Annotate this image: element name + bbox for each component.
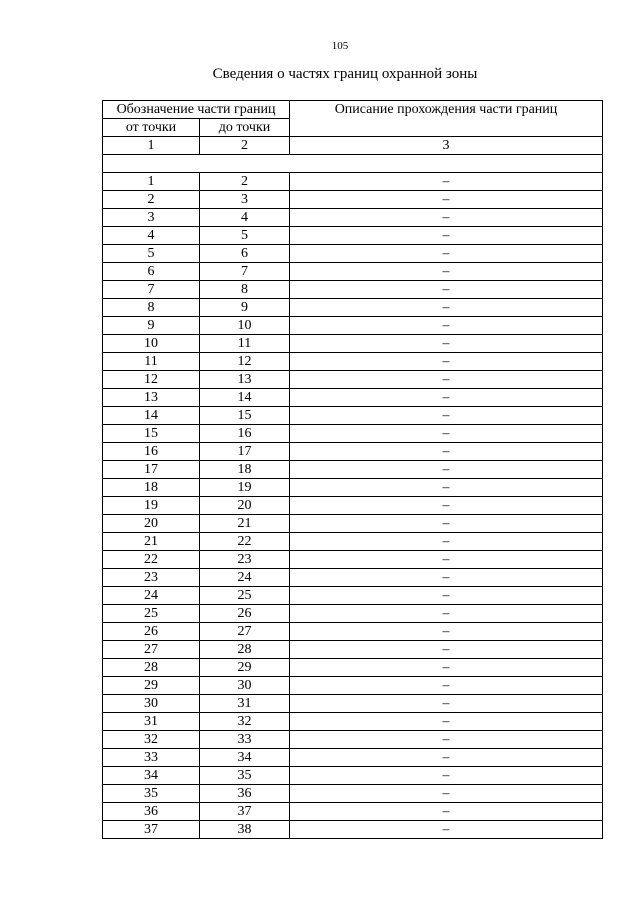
from-point-cell: 30 — [103, 695, 200, 713]
empty-cell — [103, 155, 603, 173]
table-row — [103, 623, 603, 641]
to-point-cell: 23 — [200, 551, 290, 569]
to-point-cell: 14 — [200, 389, 290, 407]
to-point-cell: 28 — [200, 641, 290, 659]
table-row — [103, 263, 603, 281]
from-point-cell: 27 — [103, 641, 200, 659]
table-row — [103, 479, 603, 497]
to-point-cell: 7 — [200, 263, 290, 281]
designation-header: Обозначение части границ — [103, 101, 290, 119]
from-point-cell: 6 — [103, 263, 200, 281]
from-point-cell: 7 — [103, 281, 200, 299]
description-cell: – — [290, 551, 603, 569]
description-cell: – — [290, 371, 603, 389]
description-cell: – — [290, 227, 603, 245]
description-cell: – — [290, 191, 603, 209]
table-row — [103, 407, 603, 425]
from-point-cell: 21 — [103, 533, 200, 551]
table-row — [103, 497, 603, 515]
table-row — [103, 173, 603, 191]
from-point-cell: 14 — [103, 407, 200, 425]
table-row — [103, 389, 603, 407]
description-cell: – — [290, 263, 603, 281]
from-point-cell: 31 — [103, 713, 200, 731]
description-cell: – — [290, 461, 603, 479]
column-number: 1 — [103, 137, 200, 155]
from-point-header: от точки — [103, 119, 200, 137]
description-cell: – — [290, 443, 603, 461]
description-cell: – — [290, 713, 603, 731]
to-point-cell: 22 — [200, 533, 290, 551]
table-row — [103, 515, 603, 533]
to-point-cell: 18 — [200, 461, 290, 479]
table-row — [103, 785, 603, 803]
to-point-cell: 31 — [200, 695, 290, 713]
from-point-cell: 5 — [103, 245, 200, 263]
description-cell: – — [290, 479, 603, 497]
table-row — [103, 641, 603, 659]
from-point-cell: 28 — [103, 659, 200, 677]
empty-row — [103, 155, 603, 173]
from-point-cell: 23 — [103, 569, 200, 587]
description-cell: – — [290, 767, 603, 785]
table-row — [103, 245, 603, 263]
from-point-cell: 18 — [103, 479, 200, 497]
from-point-cell: 34 — [103, 767, 200, 785]
column-number: 2 — [200, 137, 290, 155]
from-point-cell: 25 — [103, 605, 200, 623]
description-cell: – — [290, 749, 603, 767]
description-cell: – — [290, 695, 603, 713]
column-numbers-row — [103, 137, 603, 155]
description-cell: – — [290, 515, 603, 533]
from-point-cell: 22 — [103, 551, 200, 569]
to-point-cell: 13 — [200, 371, 290, 389]
table-row — [103, 713, 603, 731]
to-point-cell: 24 — [200, 569, 290, 587]
table-row — [103, 551, 603, 569]
table-row — [103, 371, 603, 389]
description-cell: – — [290, 659, 603, 677]
from-point-cell: 11 — [103, 353, 200, 371]
to-point-cell: 5 — [200, 227, 290, 245]
table-row — [103, 695, 603, 713]
to-point-cell: 3 — [200, 191, 290, 209]
to-point-cell: 8 — [200, 281, 290, 299]
table-row — [103, 677, 603, 695]
from-point-cell: 16 — [103, 443, 200, 461]
from-point-cell: 1 — [103, 173, 200, 191]
from-point-cell: 26 — [103, 623, 200, 641]
from-point-cell: 32 — [103, 731, 200, 749]
table-row — [103, 659, 603, 677]
from-point-cell: 10 — [103, 335, 200, 353]
description-cell: – — [290, 605, 603, 623]
description-cell: – — [290, 587, 603, 605]
to-point-cell: 2 — [200, 173, 290, 191]
to-point-cell: 9 — [200, 299, 290, 317]
table-row — [103, 335, 603, 353]
page-number: 105 — [331, 40, 349, 52]
from-point-cell: 37 — [103, 821, 200, 839]
table-row — [103, 749, 603, 767]
description-cell: – — [290, 425, 603, 443]
description-cell: – — [290, 299, 603, 317]
boundary-parts-table — [102, 100, 603, 839]
to-point-cell: 38 — [200, 821, 290, 839]
description-cell: – — [290, 785, 603, 803]
to-point-cell: 25 — [200, 587, 290, 605]
from-point-cell: 9 — [103, 317, 200, 335]
header-row — [103, 101, 603, 119]
to-point-cell: 4 — [200, 209, 290, 227]
table-row — [103, 803, 603, 821]
to-point-cell: 11 — [200, 335, 290, 353]
to-point-cell: 21 — [200, 515, 290, 533]
from-point-cell: 19 — [103, 497, 200, 515]
table-row — [103, 227, 603, 245]
description-cell: – — [290, 353, 603, 371]
table-row — [103, 533, 603, 551]
table-row — [103, 767, 603, 785]
to-point-cell: 27 — [200, 623, 290, 641]
from-point-cell: 29 — [103, 677, 200, 695]
to-point-cell: 34 — [200, 749, 290, 767]
from-point-cell: 2 — [103, 191, 200, 209]
description-cell: – — [290, 389, 603, 407]
description-cell: – — [290, 245, 603, 263]
table-row — [103, 191, 603, 209]
from-point-cell: 13 — [103, 389, 200, 407]
description-cell: – — [290, 641, 603, 659]
to-point-cell: 35 — [200, 767, 290, 785]
from-point-cell: 20 — [103, 515, 200, 533]
from-point-cell: 33 — [103, 749, 200, 767]
to-point-cell: 20 — [200, 497, 290, 515]
from-point-cell: 4 — [103, 227, 200, 245]
table-row — [103, 731, 603, 749]
description-cell: – — [290, 407, 603, 425]
description-cell: – — [290, 677, 603, 695]
table-body — [103, 101, 603, 839]
to-point-header: до точки — [200, 119, 290, 137]
from-point-cell: 12 — [103, 371, 200, 389]
to-point-cell: 32 — [200, 713, 290, 731]
table-row — [103, 443, 603, 461]
from-point-cell: 17 — [103, 461, 200, 479]
table-row — [103, 461, 603, 479]
table-row — [103, 821, 603, 839]
to-point-cell: 26 — [200, 605, 290, 623]
description-cell: – — [290, 731, 603, 749]
to-point-cell: 16 — [200, 425, 290, 443]
description-cell: – — [290, 173, 603, 191]
from-point-cell: 15 — [103, 425, 200, 443]
description-cell: – — [290, 209, 603, 227]
to-point-cell: 36 — [200, 785, 290, 803]
description-cell: – — [290, 335, 603, 353]
description-cell: – — [290, 569, 603, 587]
from-point-cell: 3 — [103, 209, 200, 227]
description-header: Описание прохождения части границ — [290, 101, 603, 137]
description-cell: – — [290, 317, 603, 335]
description-cell: – — [290, 497, 603, 515]
to-point-cell: 33 — [200, 731, 290, 749]
to-point-cell: 15 — [200, 407, 290, 425]
table-row — [103, 605, 603, 623]
table-row — [103, 587, 603, 605]
table-row — [103, 425, 603, 443]
to-point-cell: 17 — [200, 443, 290, 461]
description-cell: – — [290, 533, 603, 551]
to-point-cell: 19 — [200, 479, 290, 497]
to-point-cell: 12 — [200, 353, 290, 371]
table-row — [103, 209, 603, 227]
table-row — [103, 317, 603, 335]
from-point-cell: 24 — [103, 587, 200, 605]
description-cell: – — [290, 803, 603, 821]
table-row — [103, 353, 603, 371]
description-cell: – — [290, 281, 603, 299]
description-cell: – — [290, 623, 603, 641]
to-point-cell: 10 — [200, 317, 290, 335]
to-point-cell: 37 — [200, 803, 290, 821]
from-point-cell: 35 — [103, 785, 200, 803]
table-row — [103, 299, 603, 317]
table-row — [103, 281, 603, 299]
document-title: Сведения о частях границ охранной зоны — [212, 66, 478, 82]
description-cell: – — [290, 821, 603, 839]
column-number: 3 — [290, 137, 603, 155]
to-point-cell: 6 — [200, 245, 290, 263]
to-point-cell: 29 — [200, 659, 290, 677]
to-point-cell: 30 — [200, 677, 290, 695]
from-point-cell: 8 — [103, 299, 200, 317]
from-point-cell: 36 — [103, 803, 200, 821]
table-row — [103, 569, 603, 587]
